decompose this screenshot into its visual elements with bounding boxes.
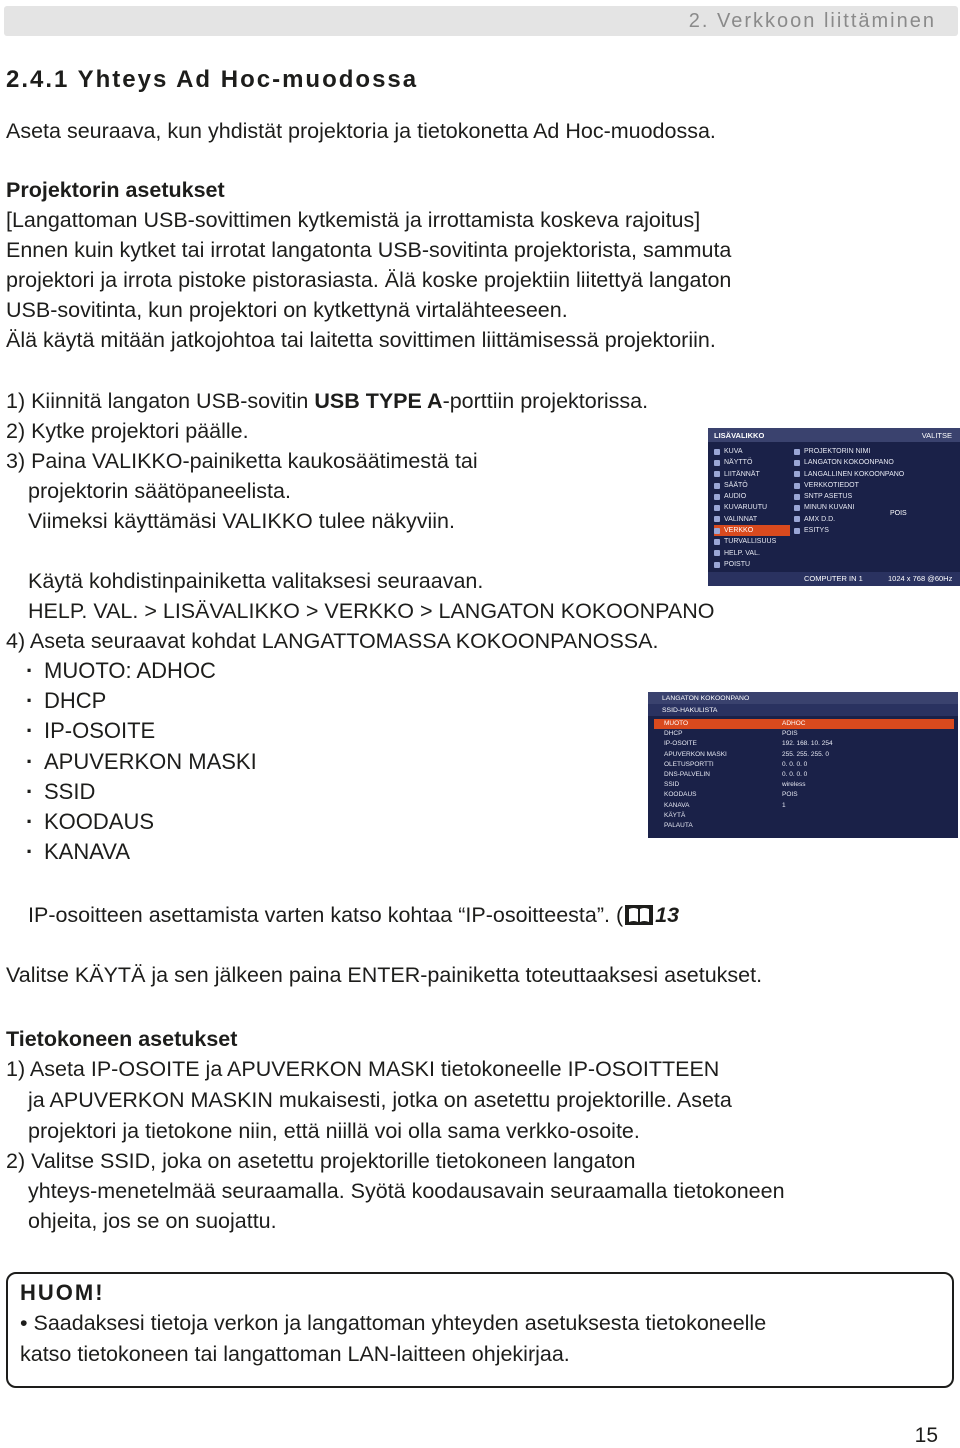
menu-row: SSID wireless: [664, 781, 806, 789]
computer-line: 2) Valitse SSID, joka on asetettu projektorille tietokoneen langaton: [6, 1149, 636, 1173]
menu-item: TURVALLISUUS: [714, 536, 790, 547]
menu-item: KUVARUUTU: [714, 502, 790, 513]
menu-subitem: VERKKOTIEDOT: [794, 480, 954, 491]
menu-subitem: AMX D.D.: [794, 514, 954, 525]
input-source: COMPUTER IN 1: [804, 573, 863, 583]
list-item: · APUVERKON MASKI: [26, 747, 257, 777]
page-reference: 13: [655, 903, 680, 927]
computer-line: 1) Aseta IP-OSOITE ja APUVERKON MASKI tietokoneelle IP-OSOITTEEN: [6, 1057, 720, 1081]
page-number: 15: [914, 1424, 938, 1447]
menu-item-icon: [794, 494, 800, 500]
menu-select-label: VALITSE: [921, 431, 952, 440]
menu-row-selected: MUOTO ADHOC: [654, 719, 954, 729]
list-item: · KOODAUS: [26, 807, 257, 837]
resolution: 1024 x 768 @60Hz: [888, 573, 953, 583]
restriction-line: USB-sovitinta, kun projektori on kytkettynä virtalähteeseen.: [6, 298, 568, 322]
menu-item: AUDIO: [714, 491, 790, 502]
restriction-line: Älä käytä mitään jatkojohtoa tai laitetta sovittimen liittämisessä projektoriin.: [6, 328, 716, 352]
menu-item-icon: [714, 528, 720, 534]
menu-path: HELP. VAL. > LISÄVALIKKO > VERKKO > LANGATON KOKOONPANO: [28, 599, 715, 623]
menu-subitem: PROJEKTORIN NIMI: [794, 446, 954, 457]
computer-heading: Tietokoneen asetukset: [6, 1027, 238, 1051]
menu-item-icon: [794, 460, 800, 466]
bullet-glyph: ·: [26, 688, 34, 714]
computer-line: projektori ja tietokone niin, että niillä voi olla sama verkko-osoite.: [28, 1119, 640, 1143]
menu-title: LANGATON KOKOONPANO: [662, 695, 750, 702]
menu-title-bar: [708, 428, 960, 442]
restriction-line: Ennen kuin kytket tai irrotat langatonta USB-sovitinta projektorista, sammuta: [6, 238, 732, 262]
note-line: katso tietokoneen tai langattoman LAN-laitteen ohjekirjaa.: [20, 1342, 570, 1366]
menu-item-icon: [714, 539, 720, 545]
menu-item-icon: [794, 449, 800, 455]
menu-row: DNS-PALVELIN 0. 0. 0. 0: [664, 770, 808, 778]
menu-title-bar: [648, 692, 958, 704]
book-icon: [625, 903, 653, 923]
list-item: · IP-OSOITE: [26, 716, 257, 746]
computer-line: ohjeita, jos se on suojattu.: [28, 1209, 277, 1233]
menu-item: SÄÄTÖ: [714, 480, 790, 491]
menu-subtitle: SSID-HAKULISTA: [662, 707, 718, 714]
menu-item-icon: [714, 516, 720, 522]
list-item: · SSID: [26, 777, 257, 807]
menu-item-icon: [794, 471, 800, 477]
usb-port-label: USB TYPE A: [314, 389, 443, 413]
menu-item: NÄYTTÖ: [714, 457, 790, 468]
apply-instruction: Valitse KÄYTÄ ja sen jälkeen paina ENTER-painiketta toteuttaaksesi asetukset.: [6, 963, 763, 987]
restriction-line: projektori ja irrota pistoke pistorasiasta. Älä koske projektiin liitettyä langaton: [6, 268, 732, 292]
computer-line: ja APUVERKON MASKIN mukaisesti, jotka on asetettu projektorille. Aseta: [28, 1088, 732, 1112]
menu-subitem: LANGALLINEN KOKOONPANO: [794, 469, 954, 480]
langaton-kokoonpano-screenshot: [648, 692, 958, 838]
menu-row: DHCP POIS: [664, 730, 798, 738]
menu-item-icon: [714, 550, 720, 556]
bullet-glyph: ·: [26, 809, 34, 835]
menu-subtitle-bar: [648, 704, 958, 716]
bullet-glyph: ·: [26, 748, 34, 774]
list-item: · MUOTO: ADHOC: [26, 656, 257, 686]
menu-item-icon: [714, 562, 720, 568]
step-2: 2) Kytke projektori päälle.: [6, 419, 249, 443]
note-title: HUOM!: [20, 1280, 105, 1305]
bullet-glyph: ·: [26, 839, 34, 865]
menu-item-icon: [794, 505, 800, 511]
menu-row: KOODAUS POIS: [664, 791, 798, 799]
section-title: 2.4.1 Yhteys Ad Hoc-muodossa: [6, 66, 419, 93]
lisavalikko-menu-screenshot: [708, 428, 960, 586]
menu-row: KÄYTÄ: [664, 811, 686, 819]
menu-row: PALAUTA: [664, 821, 693, 829]
menu-left-column: [714, 446, 790, 570]
ip-reference-text: IP-osoitteen asettamista varten katso kohtaa “IP-osoitteesta”. (: [28, 903, 624, 927]
menu-item-icon: [714, 505, 720, 511]
section-intro: Aseta seuraava, kun yhdistät projektoria ja tietokonetta Ad Hoc-muodossa.: [6, 119, 716, 143]
bullet-glyph: ·: [26, 778, 34, 804]
menu-value: POIS: [890, 510, 907, 517]
menu-subitem: MINUN KUVANI: [794, 502, 954, 513]
step-3-line: projektorin säätöpaneelista.: [28, 479, 291, 503]
step-4: 4) Aseta seuraavat kohdat LANGATTOMASSA KOKOONPANOSSA.: [6, 629, 659, 653]
step-1-suffix: -porttiin projektorissa.: [442, 389, 649, 413]
chapter-title: 2. Verkkoon liittäminen: [688, 10, 936, 32]
step-1-prefix: 1) Kiinnitä langaton USB-sovitin: [6, 389, 315, 413]
menu-item-icon: [794, 528, 800, 534]
menu-item: LIITÄNNÄT: [714, 469, 790, 480]
step-3-line: Viimeksi käyttämäsi VALIKKO tulee näkyviin.: [28, 509, 455, 533]
menu-subitem: LANGATON KOKOONPANO: [794, 457, 954, 468]
menu-row: OLETUSPORTTI 0. 0. 0. 0: [664, 760, 808, 768]
menu-item: POISTU: [714, 559, 790, 570]
menu-footer: [708, 572, 960, 586]
menu-subitem: SNTP ASETUS: [794, 491, 954, 502]
menu-item-icon: [794, 483, 800, 489]
restriction-line: [Langattoman USB-sovittimen kytkemistä ja irrottamista koskeva rajoitus]: [6, 208, 701, 232]
menu-item-icon: [714, 471, 720, 477]
menu-right-column: [794, 446, 954, 536]
menu-item-icon: [714, 460, 720, 466]
menu-row: APUVERKON MASKI 255. 255. 255. 0: [664, 750, 829, 758]
cursor-instruction: Käytä kohdistinpainiketta valitaksesi seuraavan.: [28, 569, 484, 593]
menu-item-icon: [714, 494, 720, 500]
step-1: [6, 386, 648, 416]
menu-item-icon: [794, 516, 800, 522]
step-3-line: 3) Paina VALIKKO-painiketta kaukosäätimestä tai: [6, 449, 478, 473]
menu-title: LISÄVALIKKO: [714, 431, 765, 440]
menu-item: VALINNAT: [714, 514, 790, 525]
menu-item: KUVA: [714, 446, 790, 457]
computer-line: yhteys-menetelmää seuraamalla. Syötä koodausavain seuraamalla tietokoneen: [28, 1179, 785, 1203]
menu-item-icon: [714, 483, 720, 489]
bullet-glyph: ·: [26, 718, 34, 744]
note-line: • Saadaksesi tietoja verkon ja langattoman yhteyden asetuksesta tietokoneelle: [20, 1311, 767, 1335]
menu-rows: [654, 719, 954, 831]
menu-row: KANAVA 1: [664, 801, 786, 809]
list-item: · KANAVA: [26, 837, 257, 867]
menu-item: HELP. VAL.: [714, 548, 790, 559]
ip-reference: [28, 900, 679, 930]
bullet-glyph: ·: [26, 658, 34, 683]
menu-subitem: ESITYS: [794, 525, 954, 536]
wireless-settings-list: [26, 656, 257, 867]
list-item: · DHCP: [26, 686, 257, 716]
projector-heading: Projektorin asetukset: [6, 178, 225, 202]
menu-item-selected: VERKKO: [714, 525, 790, 536]
menu-row: IP-OSOITE 192. 168. 10. 254: [664, 740, 833, 748]
menu-item-icon: [714, 449, 720, 455]
